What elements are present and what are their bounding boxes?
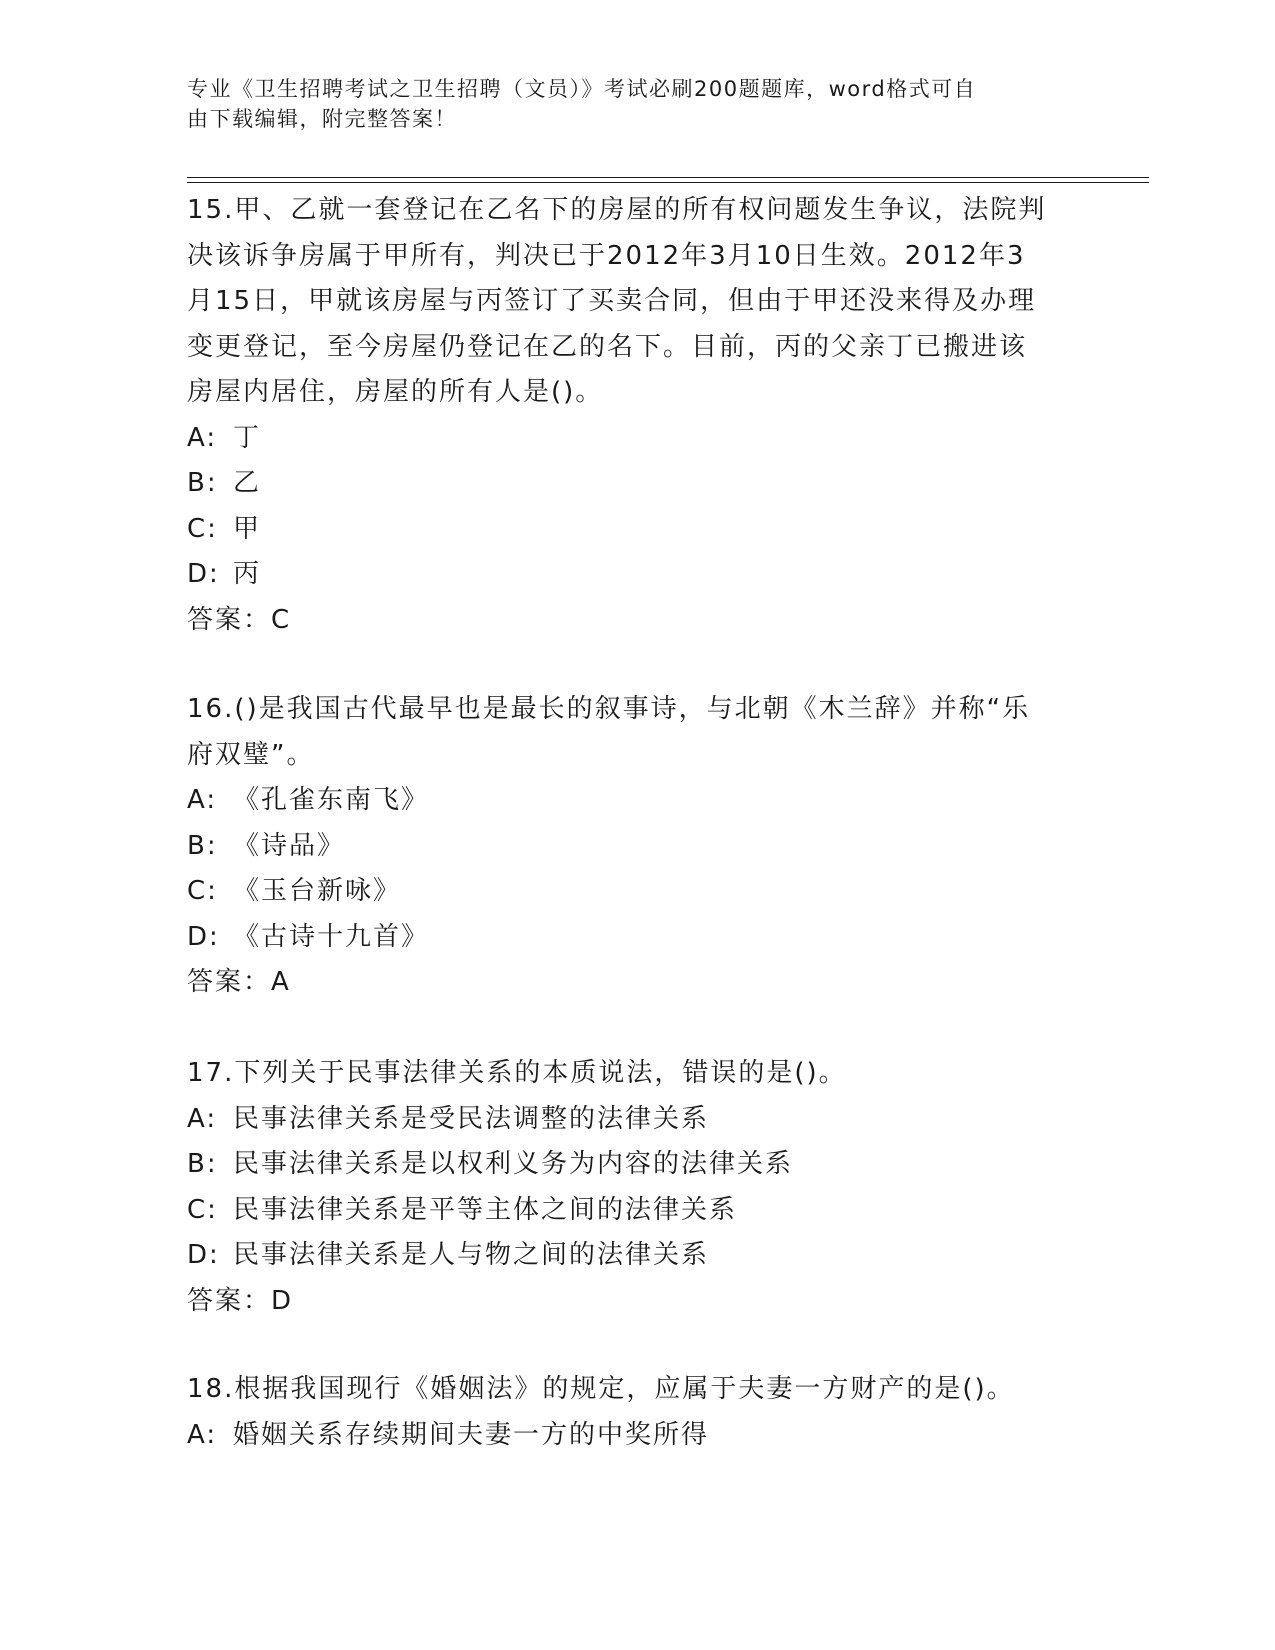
option-text: 民事法律关系是以权利义务为内容的法律关系 [233,1149,794,1179]
option-c [187,869,1087,915]
option-text: 丁 [233,422,262,453]
option-c [187,1188,1087,1234]
question-16 [187,687,1087,1006]
option-text: 民事法律关系是平等主体之间的法律关系 [233,1194,738,1225]
question-stem-line: 15.甲、乙就一套登记在乙名下的房屋的所有权问题发生争议，法院判 [187,195,1047,225]
document-header [187,74,1067,134]
option-text: 民事法律关系是人与物之间的法律关系 [233,1240,710,1270]
option-a [187,1413,1087,1459]
option-a [187,1097,1087,1143]
header-line-1: 专业《卫生招聘考试之卫生招聘（文员）》考试必刷200题题库，word格式可自 [187,77,977,101]
question-stem-line: 18.根据我国现行《婚姻法》的规定，应属于夫妻一方财产的是()。 [187,1374,1015,1404]
question-stem-line: 府双璧”。 [187,739,315,770]
option-letter: B: [187,830,218,861]
option-text: 《诗品》 [233,830,346,861]
option-a [187,416,1087,462]
question-17 [187,1051,1087,1324]
option-c [187,507,1087,553]
option-letter: D: [187,921,220,952]
option-letter: C: [187,1194,218,1225]
option-b [187,461,1087,507]
header-divider-bottom [187,182,1149,183]
option-a [187,778,1087,824]
question-stem-line: 房屋内居住，房屋的所有人是()。 [187,377,604,407]
option-text: 甲 [233,513,262,544]
option-text: 《孔雀东南飞》 [233,785,430,815]
question-stem-line: 变更登记，至今房屋仍登记在乙的名下。目前，丙的父亲丁已搬进该 [187,331,1028,362]
answer-line: 答案：C [187,604,292,635]
option-text: 民事法律关系是受民法调整的法律关系 [233,1103,710,1134]
option-letter: C: [187,513,218,544]
header-line-2: 由下载编辑，附完整答案！ [187,107,457,131]
option-letter: D: [187,1240,220,1270]
option-text: 丙 [233,559,262,589]
option-d [187,1233,1087,1279]
option-letter: D: [187,559,220,589]
option-letter: B: [187,1149,218,1179]
option-letter: C: [187,876,218,906]
question-18 [187,1367,1087,1458]
option-letter: A: [187,785,218,815]
option-text: 《古诗十九首》 [233,921,430,952]
option-letter: B: [187,468,218,498]
option-text: 婚姻关系存续期间夫妻一方的中奖所得 [233,1419,710,1450]
option-d [187,552,1087,598]
option-b [187,1142,1087,1188]
question-15 [187,188,1087,643]
question-stem-line: 月15日，甲就该房屋与丙签订了买卖合同，但由于甲还没来得及办理 [187,286,1037,316]
option-d [187,915,1087,961]
question-stem-line: 16.()是我国古代最早也是最长的叙事诗，与北朝《木兰辞》并称“乐 [187,694,1031,724]
question-stem-line: 17.下列关于民事法律关系的本质说法，错误的是()。 [187,1058,847,1088]
answer-line: 答案：A [187,967,291,997]
option-letter: A: [187,1103,218,1134]
answer-line: 答案：D [187,1285,294,1316]
header-divider-top [187,177,1149,178]
option-letter: A: [187,1419,218,1450]
option-letter: A: [187,422,218,453]
option-text: 《玉台新咏》 [233,876,402,906]
option-b [187,824,1087,870]
option-text: 乙 [233,468,262,498]
question-stem-line: 决该诉争房属于甲所有，判决已于2012年3月10日生效。2012年3 [187,240,1026,271]
